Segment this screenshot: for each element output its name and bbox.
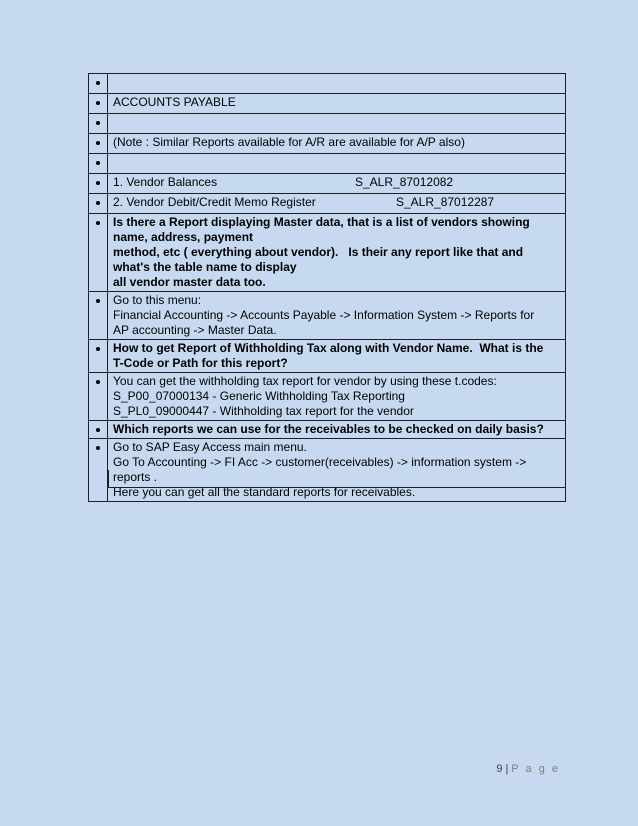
bullet-icon xyxy=(96,121,100,125)
report-cell xyxy=(108,174,566,194)
question-line: Is there a Report displaying Master data, that is a list of vendors showing xyxy=(113,215,530,229)
table-row-empty xyxy=(89,74,566,94)
answer-line: reports . xyxy=(113,470,158,484)
question-text xyxy=(108,340,566,373)
text-cell xyxy=(108,154,566,174)
question-line: method, etc ( everything about vendor). Is their any report like that and xyxy=(113,245,524,259)
question-line: Which reports we can use for the receivables to be checked on daily basis? xyxy=(113,422,544,436)
page-number: 9 xyxy=(496,763,503,775)
question-line: all vendor master data too. xyxy=(113,275,266,289)
report-tcode: S_ALR_87012287 xyxy=(396,195,495,209)
answer-line: Go To Accounting -> FI Acc -> customer(receivables) -> information system -> xyxy=(113,455,527,469)
answer-line: Go to this menu: xyxy=(113,293,202,307)
question-line: name, address, payment xyxy=(113,230,254,244)
footer-separator: | xyxy=(505,763,509,775)
section-heading: ACCOUNTS PAYABLE xyxy=(108,94,566,114)
bullet-cell xyxy=(89,74,108,94)
report-cell xyxy=(108,194,566,214)
table-row-question xyxy=(89,421,566,439)
bullet-icon xyxy=(96,446,100,450)
report-name: 2. Vendor Debit/Credit Memo Register xyxy=(113,195,316,209)
note-text: (Note : Similar Reports available for A/R are available for A/P also) xyxy=(108,134,566,154)
table-row-answer xyxy=(89,292,566,340)
trailing-table-cell xyxy=(108,470,566,488)
bullet-icon xyxy=(96,221,100,225)
report-name: 1. Vendor Balances xyxy=(113,175,218,189)
report-tcode: S_ALR_87012082 xyxy=(355,175,454,189)
bullet-cell xyxy=(89,421,108,439)
bullet-icon xyxy=(96,181,100,185)
table-row-empty xyxy=(89,114,566,134)
table-row-report xyxy=(89,174,566,194)
answer-line: Here you can get all the standard reports for receivables. xyxy=(113,485,416,499)
bullet-cell xyxy=(89,194,108,214)
answer-line: Financial Accounting -> Accounts Payable -> Information System -> Reports for xyxy=(113,308,535,322)
table-row-answer xyxy=(89,373,566,421)
question-text xyxy=(108,214,566,292)
text-cell xyxy=(108,114,566,134)
bullet-cell xyxy=(89,292,108,340)
bullet-cell xyxy=(89,94,108,114)
bullet-icon xyxy=(96,161,100,165)
answer-line: AP accounting -> Master Data. xyxy=(113,323,277,337)
answer-line: Go to SAP Easy Access main menu. xyxy=(113,440,307,454)
bullet-icon xyxy=(96,299,100,303)
table-body xyxy=(89,74,566,502)
bullet-cell xyxy=(89,134,108,154)
bullet-cell xyxy=(89,340,108,373)
bullet-icon xyxy=(96,347,100,351)
bullet-icon xyxy=(96,81,100,85)
question-text xyxy=(108,421,566,439)
bullet-cell xyxy=(89,373,108,421)
question-line: How to get Report of Withholding Tax along with Vendor Name. What is the xyxy=(113,341,544,355)
table-row-note xyxy=(89,134,566,154)
answer-line: You can get the withholding tax report for vendor by using these t.codes: xyxy=(113,374,497,388)
bullet-icon xyxy=(96,380,100,384)
table-row-report xyxy=(89,194,566,214)
table-row-question xyxy=(89,340,566,373)
table-row-heading xyxy=(89,94,566,114)
bullet-cell xyxy=(89,114,108,134)
bullet-icon xyxy=(96,428,100,432)
answer-text xyxy=(108,292,566,340)
answer-text xyxy=(108,373,566,421)
question-line: T-Code or Path for this report? xyxy=(113,356,288,370)
bullet-cell xyxy=(89,154,108,174)
text-cell xyxy=(108,74,566,94)
page-footer xyxy=(496,763,560,775)
answer-line: S_P00_07000134 - Generic Withholding Tax Reporting xyxy=(113,389,405,403)
bullet-icon xyxy=(96,201,100,205)
bullet-icon xyxy=(96,141,100,145)
table-row-empty xyxy=(89,154,566,174)
bullet-cell xyxy=(89,439,108,502)
page-label: P a g e xyxy=(511,763,560,775)
bullet-cell xyxy=(89,174,108,194)
question-line: what's the table name to display xyxy=(113,260,297,274)
bullet-cell xyxy=(89,214,108,292)
bullet-icon xyxy=(96,101,100,105)
content-table xyxy=(88,73,566,502)
table-row-question xyxy=(89,214,566,292)
answer-line: S_PL0_09000447 - Withholding tax report for the vendor xyxy=(113,404,414,418)
